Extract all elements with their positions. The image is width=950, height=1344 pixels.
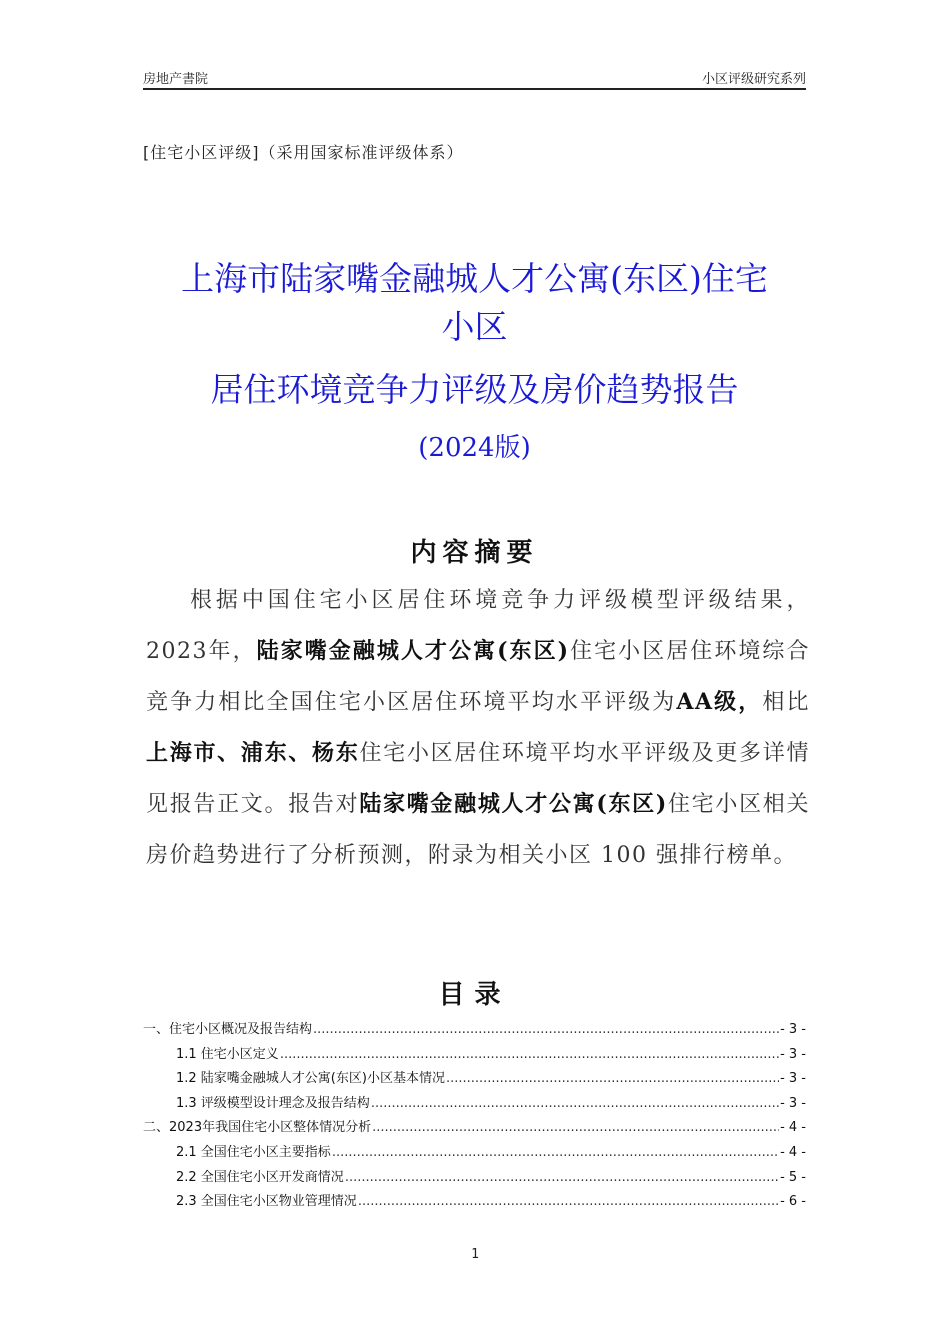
abstract-bold-2: AA级， <box>676 689 763 715</box>
abstract-text-3: 相比 <box>762 690 810 715</box>
toc-item-label: 1.2 陆家嘴金融城人才公寓(东区)小区基本情况 <box>176 1071 445 1087</box>
toc-leader-dots <box>280 1043 779 1068</box>
toc-item[interactable] <box>143 1141 806 1166</box>
abstract-text-1: 根据中国住宅小区居住环境竞争力评级模型评级结果，2023年， <box>146 588 810 664</box>
toc-item-label: 一、住宅小区概况及报告结构 <box>143 1022 313 1037</box>
toc-heading: 目录 <box>438 980 511 1010</box>
toc-item[interactable] <box>143 1043 806 1068</box>
abstract-text-5: 住宅小区相关房价趋势进行了分析预测，附录为相关小区 100 强排行榜单。 <box>146 792 810 868</box>
toc-item-page: - 3 - <box>780 1022 806 1037</box>
toc-leader-dots <box>313 1018 779 1043</box>
toc-item[interactable] <box>143 1190 806 1215</box>
abstract-heading: 内容摘要 <box>410 538 539 568</box>
report-subtitle: 居住环境竞争力评级及房价趋势报告 <box>210 370 739 409</box>
toc-leader-dots <box>358 1190 779 1215</box>
toc-item-label: 2.1 全国住宅小区主要指标 <box>176 1144 331 1160</box>
toc-item[interactable] <box>143 1166 806 1191</box>
toc-leader-dots <box>372 1116 779 1141</box>
page-header <box>143 66 806 90</box>
toc-item[interactable] <box>143 1092 806 1117</box>
page-number: 1 <box>471 1247 479 1262</box>
report-title <box>143 255 806 351</box>
header-publisher: 房地产書院 <box>143 72 209 87</box>
toc-item-label: 2.3 全国住宅小区物业管理情况 <box>176 1194 357 1210</box>
title-line-1: 上海市陆家嘴金融城人才公寓(东区)住宅 <box>181 259 768 298</box>
toc-item-label: 1.3 评级模型设计理念及报告结构 <box>176 1095 370 1111</box>
toc-leader-dots <box>446 1067 779 1092</box>
abstract-text-2: 住宅小区居住环境综合竞争力相比全国住宅小区居住环境平均水平评级为 <box>146 639 810 715</box>
toc-item-label: 1.1 住宅小区定义 <box>176 1046 279 1062</box>
toc-item-page: - 4 - <box>780 1120 806 1136</box>
abstract-bold-4: 陆家嘴金融城人才公寓(东区) <box>359 791 668 817</box>
toc-item[interactable] <box>143 1018 806 1043</box>
abstract-paragraph <box>146 575 810 881</box>
toc-leader-dots <box>332 1141 779 1166</box>
table-of-contents <box>143 1018 806 1215</box>
toc-item-page: - 3 - <box>780 1095 806 1111</box>
toc-item-page: - 4 - <box>780 1144 806 1160</box>
toc-item-page: - 3 - <box>780 1046 806 1062</box>
toc-item[interactable] <box>143 1067 806 1092</box>
toc-item-page: - 3 - <box>780 1071 806 1087</box>
toc-item-page: - 6 - <box>780 1194 806 1210</box>
abstract-bold-1: 陆家嘴金融城人才公寓(东区) <box>256 638 570 664</box>
toc-leader-dots <box>345 1166 779 1191</box>
toc-item[interactable] <box>143 1116 806 1141</box>
rating-tag-line: [住宅小区评级]（采用国家标准评级体系） <box>143 143 464 162</box>
toc-item-label: 2.2 全国住宅小区开发商情况 <box>176 1169 344 1185</box>
toc-item-page: - 5 - <box>780 1169 806 1185</box>
abstract-text-4: 住宅小区居住环境平均水平评级及更多详情见报告正文。报告对 <box>146 741 810 817</box>
report-edition: (2024版) <box>418 433 531 463</box>
toc-leader-dots <box>371 1092 779 1117</box>
title-line-2: 小区 <box>441 307 508 346</box>
abstract-bold-3: 上海市、浦东、杨东 <box>146 740 360 766</box>
header-series: 小区评级研究系列 <box>701 72 806 87</box>
toc-item-label: 二、2023年我国住宅小区整体情况分析 <box>143 1120 372 1136</box>
